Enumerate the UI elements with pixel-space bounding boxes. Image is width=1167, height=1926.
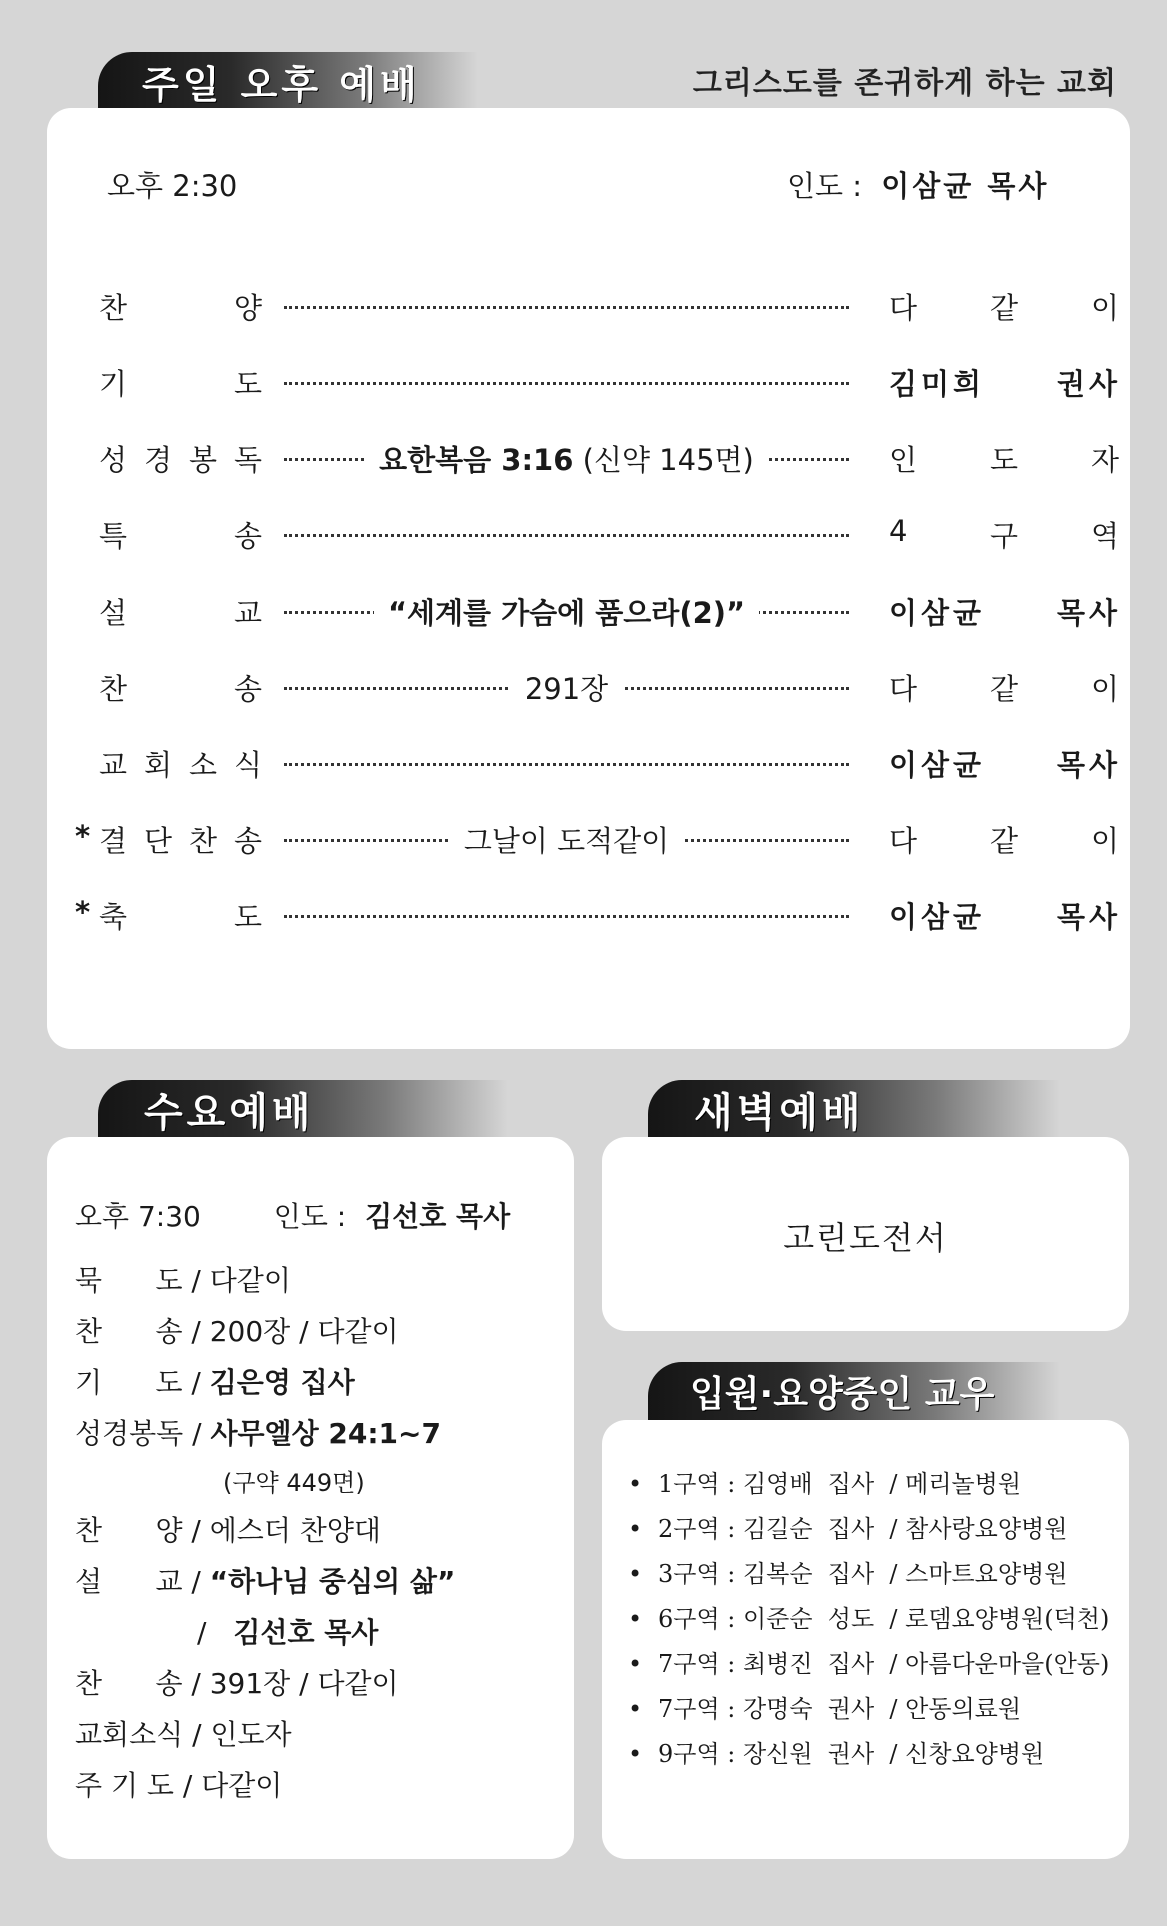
wed-value: 다같이 bbox=[209, 1264, 291, 1297]
leader-dots bbox=[284, 819, 849, 859]
service-item-label bbox=[99, 819, 264, 859]
wed-sep: / bbox=[182, 1366, 210, 1399]
wed-line-3 bbox=[75, 1361, 355, 1401]
service-item-label bbox=[99, 667, 264, 707]
wed-line-1 bbox=[75, 1259, 291, 1299]
hospital-entry-text: 2구역 : 김길순 집사 / 참사랑요양병원 bbox=[658, 1515, 1068, 1543]
hospital-entry-text: 7구역 : 강명숙 권사 / 안동의료원 bbox=[658, 1695, 1022, 1723]
detail-text: 그날이 도적같이 bbox=[463, 823, 670, 858]
wed-label: 찬 송 bbox=[75, 1315, 183, 1348]
leader-dots bbox=[284, 286, 849, 326]
label-char: 특 bbox=[99, 519, 128, 553]
service-item-detail bbox=[374, 591, 759, 632]
dawn-scripture: 고린도전서 bbox=[783, 1219, 948, 1257]
hospital-list-item bbox=[628, 1509, 1067, 1544]
hospital-list-item bbox=[628, 1599, 1109, 1634]
person-part: 같 bbox=[990, 672, 1019, 706]
church-slogan: 그리스도를 존귀하게 하는 교회 bbox=[692, 66, 1117, 101]
wednesday-card bbox=[47, 1137, 574, 1859]
bullet-icon: • bbox=[628, 1650, 643, 1678]
service-row bbox=[47, 819, 1130, 859]
service-item-detail bbox=[450, 819, 683, 860]
hospital-list-item bbox=[628, 1644, 1109, 1679]
wed-sep: / bbox=[183, 1718, 211, 1751]
service-item-person bbox=[889, 743, 1121, 783]
label-char: 교 bbox=[99, 748, 128, 782]
service-row bbox=[47, 667, 1130, 707]
service-item-label bbox=[99, 438, 264, 478]
person-part: 이 bbox=[1091, 672, 1120, 706]
wed-line-4 bbox=[75, 1412, 441, 1452]
service-item-label bbox=[99, 743, 264, 783]
service-row bbox=[47, 438, 1130, 478]
wed-line-8 bbox=[75, 1713, 292, 1753]
service-item-detail bbox=[365, 438, 768, 479]
service-item-person bbox=[889, 438, 1121, 478]
leader-dots bbox=[284, 591, 849, 631]
person-part: 인 bbox=[889, 443, 918, 477]
label-char: 결 bbox=[99, 824, 128, 858]
person-part: 목사 bbox=[1056, 748, 1121, 782]
wed-value: 인도자 bbox=[210, 1718, 292, 1751]
wed-sep: / bbox=[182, 1514, 210, 1547]
service-row bbox=[47, 514, 1130, 554]
wed-value: “하나님 중심의 삶” bbox=[209, 1565, 456, 1598]
wed-value: 김선호 목사 bbox=[233, 1616, 379, 1649]
person-part: 이삼균 bbox=[889, 900, 986, 934]
label-char: 찬 bbox=[189, 824, 218, 858]
service-leader bbox=[787, 164, 1049, 205]
label-char: 독 bbox=[234, 443, 263, 477]
person-part: 목사 bbox=[1056, 900, 1121, 934]
detail-text: (신약 145면) bbox=[573, 442, 754, 477]
detail-bold-text: 요한복음 3:16 bbox=[379, 442, 574, 477]
hospital-entry-text: 3구역 : 김복순 집사 / 스마트요양병원 bbox=[658, 1560, 1068, 1588]
bullet-icon: • bbox=[628, 1605, 643, 1633]
person-part: 이 bbox=[1091, 824, 1120, 858]
hospital-entry-text: 6구역 : 이준순 성도 / 로뎀요양병원(덕천) bbox=[658, 1605, 1110, 1633]
detail-text: 291장 bbox=[524, 671, 609, 706]
service-item-label bbox=[99, 895, 264, 935]
leader-dots bbox=[284, 438, 849, 478]
wed-label: 교회소식 bbox=[75, 1718, 184, 1751]
hospital-entry-text: 7구역 : 최병진 집사 / 아름다운마을(안동) bbox=[658, 1650, 1110, 1678]
person-part: 이 bbox=[1091, 291, 1120, 325]
standing-marker: * bbox=[75, 819, 91, 853]
service-item-person bbox=[889, 895, 1121, 935]
service-item-person bbox=[889, 514, 1121, 554]
service-row bbox=[47, 362, 1130, 402]
wed-sep: / bbox=[182, 1315, 210, 1348]
person-part: 이삼균 bbox=[889, 748, 986, 782]
dawn-title: 새벽예배 bbox=[694, 1089, 865, 1136]
standing-marker: * bbox=[75, 895, 91, 929]
wed-value: 에스더 찬양대 bbox=[209, 1514, 381, 1547]
label-char: 도 bbox=[234, 900, 263, 934]
leader-dots bbox=[284, 514, 849, 554]
label-char: 송 bbox=[234, 672, 263, 706]
label-char: 찬 bbox=[99, 291, 128, 325]
service-item-label bbox=[99, 362, 264, 402]
bullet-icon: • bbox=[628, 1695, 643, 1723]
wed-time: 오후 7:30 bbox=[75, 1200, 201, 1233]
leader-name: 이삼균 목사 bbox=[881, 169, 1050, 203]
leader-dots bbox=[284, 743, 849, 783]
wed-label: 기 도 bbox=[75, 1366, 183, 1399]
person-part: 구 bbox=[990, 519, 1019, 553]
person-part: 다 bbox=[889, 672, 918, 706]
hospital-list-item bbox=[628, 1689, 1021, 1724]
hospital-title: 입원·요양중인 교우 bbox=[690, 1373, 995, 1415]
service-item-person bbox=[889, 819, 1121, 859]
label-char: 양 bbox=[234, 291, 263, 325]
label-char: 교 bbox=[234, 596, 263, 630]
service-row bbox=[47, 743, 1130, 783]
service-item-label bbox=[99, 591, 264, 631]
bullet-icon: • bbox=[628, 1560, 643, 1588]
wed-label: 성경봉독 bbox=[75, 1417, 184, 1450]
detail-bold-text: “세계를 가슴에 품으라(2)” bbox=[387, 595, 746, 630]
leader-prefix: 인도 : bbox=[787, 169, 863, 203]
label-char: 설 bbox=[99, 596, 128, 630]
label-char: 봉 bbox=[189, 443, 218, 477]
wed-leader-prefix: 인도 : bbox=[273, 1200, 347, 1233]
service-row bbox=[47, 286, 1130, 326]
service-item-person bbox=[889, 286, 1121, 326]
hospital-list-item bbox=[628, 1554, 1067, 1589]
label-char: 소 bbox=[189, 748, 218, 782]
wed-header bbox=[75, 1195, 510, 1235]
service-time: 오후 2:30 bbox=[107, 169, 238, 203]
person-part: 4 bbox=[889, 514, 908, 548]
hospital-list-item bbox=[628, 1734, 1044, 1769]
person-part: 자 bbox=[1091, 443, 1120, 477]
sunday-afternoon-title: 주일 오후 예배 bbox=[142, 62, 421, 107]
wed-label: 묵 도 bbox=[75, 1264, 183, 1297]
hospital-entry-text: 1구역 : 김영배 집사 / 메리놀병원 bbox=[658, 1470, 1022, 1498]
person-part: 역 bbox=[1091, 519, 1120, 553]
person-part: 이삼균 bbox=[889, 596, 986, 630]
person-part: 권사 bbox=[1056, 367, 1121, 401]
wed-sep: / bbox=[183, 1417, 211, 1450]
wed-line-7 bbox=[75, 1662, 399, 1702]
wednesday-tab bbox=[98, 1080, 508, 1138]
wed-value: 200장 / 다같이 bbox=[209, 1315, 399, 1348]
sunday-afternoon-card bbox=[47, 108, 1130, 1049]
service-item-label bbox=[99, 514, 264, 554]
person-part: 다 bbox=[889, 824, 918, 858]
bullet-icon: • bbox=[628, 1470, 643, 1498]
wed-line-6 bbox=[75, 1560, 455, 1600]
wed-label: 설 교 bbox=[75, 1565, 183, 1598]
label-char: 회 bbox=[144, 748, 173, 782]
leader-dots bbox=[284, 362, 849, 402]
sunday-afternoon-tab bbox=[98, 52, 478, 110]
wed-sep: / bbox=[173, 1769, 202, 1802]
wed-line-4-sub: (구약 449면) bbox=[223, 1469, 365, 1497]
wed-sep: / bbox=[182, 1565, 210, 1598]
wed-value: 391장 / 다같이 bbox=[209, 1667, 399, 1700]
label-char: 기 bbox=[99, 367, 128, 401]
label-char: 성 bbox=[99, 443, 128, 477]
person-part: 같 bbox=[990, 824, 1019, 858]
wed-line-6-sub bbox=[197, 1611, 378, 1651]
hospital-card bbox=[602, 1420, 1129, 1859]
service-item-label bbox=[99, 286, 264, 326]
service-row bbox=[47, 895, 1130, 935]
wed-line-9 bbox=[75, 1764, 282, 1804]
wed-line-2 bbox=[75, 1310, 399, 1350]
bullet-icon: • bbox=[628, 1740, 643, 1768]
service-row bbox=[47, 591, 1130, 631]
wed-sep: / bbox=[182, 1264, 210, 1297]
wed-value: 김은영 집사 bbox=[209, 1366, 355, 1399]
label-char: 도 bbox=[234, 367, 263, 401]
service-item-detail bbox=[511, 667, 622, 708]
wed-label: 찬 양 bbox=[75, 1514, 183, 1547]
wed-sep: / bbox=[182, 1667, 210, 1700]
leader-dots bbox=[284, 895, 849, 935]
wed-label: 주 기 도 bbox=[75, 1769, 174, 1802]
service-item-person bbox=[889, 667, 1121, 707]
dawn-card bbox=[602, 1137, 1129, 1331]
label-char: 경 bbox=[144, 443, 173, 477]
wed-label: 찬 송 bbox=[75, 1667, 183, 1700]
wed-sep: / bbox=[197, 1616, 207, 1649]
person-part: 목사 bbox=[1056, 596, 1121, 630]
person-part: 김미희 bbox=[889, 367, 986, 401]
wed-value: 사무엘상 24:1~7 bbox=[210, 1417, 441, 1450]
hospital-tab bbox=[648, 1362, 1060, 1420]
label-char: 찬 bbox=[99, 672, 128, 706]
wednesday-title: 수요예배 bbox=[144, 1089, 315, 1136]
service-item-person bbox=[889, 362, 1121, 402]
hospital-entry-text: 9구역 : 장신원 권사 / 신창요양병원 bbox=[658, 1740, 1045, 1768]
person-part: 같 bbox=[990, 291, 1019, 325]
label-char: 축 bbox=[99, 900, 128, 934]
service-item-person bbox=[889, 591, 1121, 631]
bullet-icon: • bbox=[628, 1515, 643, 1543]
hospital-list-item bbox=[628, 1464, 1021, 1499]
label-char: 식 bbox=[234, 748, 263, 782]
leader-dots bbox=[284, 667, 849, 707]
label-char: 단 bbox=[144, 824, 173, 858]
wed-leader-name: 김선호 목사 bbox=[365, 1200, 511, 1233]
dawn-tab bbox=[648, 1080, 1060, 1138]
wed-line-5 bbox=[75, 1509, 381, 1549]
label-char: 송 bbox=[234, 519, 263, 553]
person-part: 도 bbox=[990, 443, 1019, 477]
wed-value: 다같이 bbox=[201, 1769, 283, 1802]
person-part: 다 bbox=[889, 291, 918, 325]
label-char: 송 bbox=[234, 824, 263, 858]
